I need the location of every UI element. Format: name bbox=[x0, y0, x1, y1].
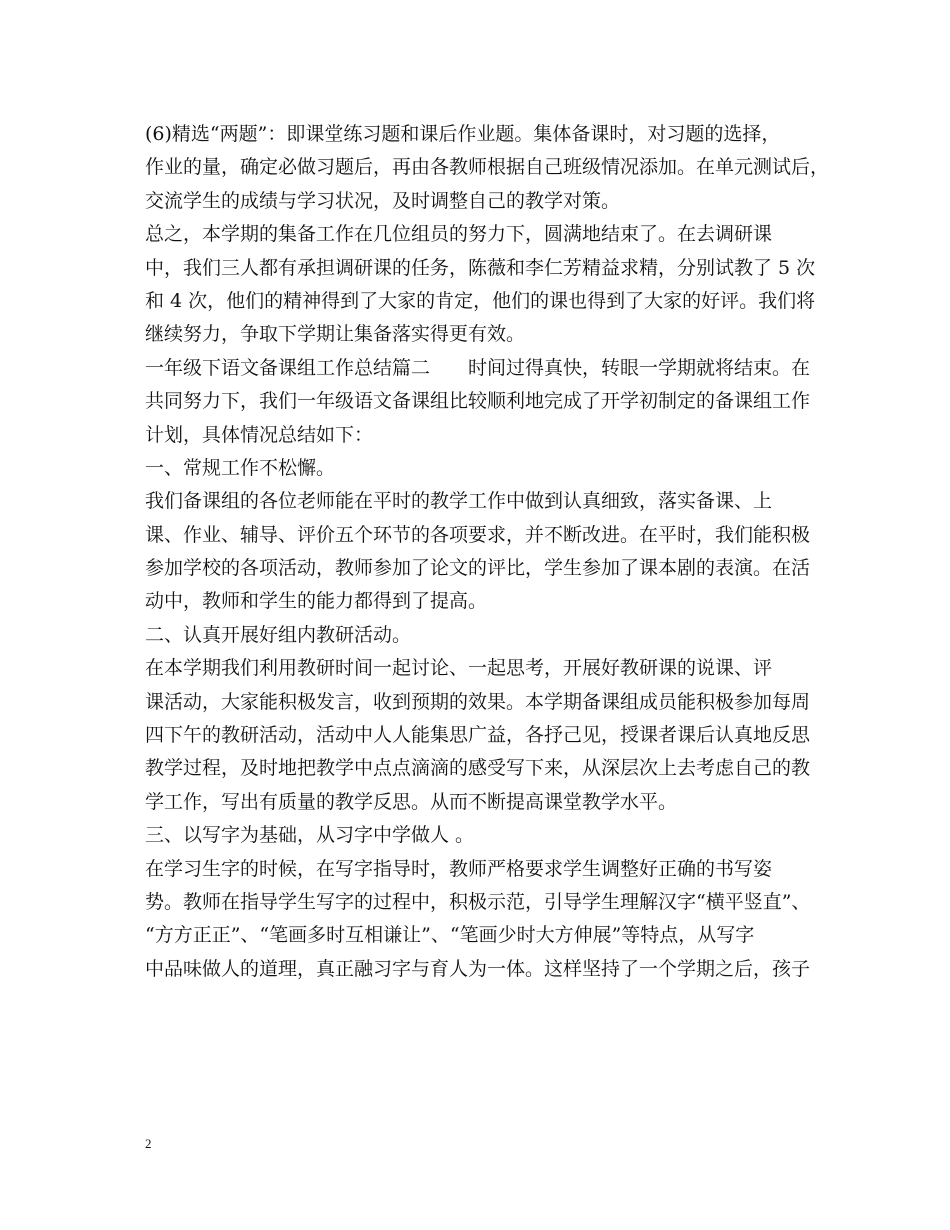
text-line: 学工作，写出有质量的教学反思。从而不断提高课堂教学水平。 bbox=[145, 790, 678, 813]
text-line: 交流学生的成绩与学习状况，及时调整自己的教学对策。 bbox=[145, 189, 621, 212]
heading-line: 一、常规工作不松懈。 bbox=[145, 456, 336, 479]
text-line: 继续努力，争取下学期让集备落实得更有效。 bbox=[145, 323, 526, 346]
text-line: 总之，本学期的集备工作在几位组员的努力下，圆满地结束了。在去调研课 bbox=[145, 223, 773, 246]
text-line: 我们备课组的各位老师能在平时的教学工作中做到认真细致，落实备课、上 bbox=[145, 490, 773, 513]
body-text bbox=[145, 118, 830, 986]
text-line: 动中，教师和学生的能力都得到了提高。 bbox=[145, 590, 488, 613]
text-line: 在学习生字的时候，在写字指导时，教师严格要求学生调整好正确的书写姿 bbox=[145, 857, 773, 880]
text-line: 势。教师在指导学生写字的过程中，积极示范，引导学生理解汉字“横平竖直”、 bbox=[145, 890, 811, 913]
text-line: (6)精选“两题”：即课堂练习题和课后作业题。集体备课时，对习题的选择， bbox=[145, 123, 781, 145]
text-line: 参加学校的各项活动，教师参加了论文的评比，学生参加了课本剧的表演。在活 bbox=[145, 557, 811, 580]
text-line: 课活动，大家能积极发言，收到预期的效果。本学期备课组成员能积极参加每周 bbox=[145, 690, 811, 713]
text-line: 中品味做人的道理，真正融习字与育人为一体。这样坚持了一个学期之后，孩子 bbox=[145, 957, 811, 980]
text-line: 计划，具体情况总结如下： bbox=[145, 423, 374, 446]
heading-line: 三、以写字为基础，从习字中学做人 。 bbox=[145, 824, 475, 847]
page-number: 2 bbox=[145, 1136, 152, 1151]
text-line: 共同努力下，我们一年级语文备课组比较顺利地完成了开学初制定的备课组工作 bbox=[145, 390, 811, 413]
section-title-line: 一年级下语文备课组工作总结篇二 时间过得真快，转眼一学期就将结束。在 bbox=[145, 356, 811, 379]
text-line: 作业的量，确定必做习题后，再由各教师根据自己班级情况添加。在单元测试后， bbox=[145, 156, 830, 179]
text-line: 教学过程，及时地把教学中点点滴滴的感受写下来，从深层次上去考虑自己的教 bbox=[145, 757, 811, 780]
heading-line: 二、认真开展好组内教研活动。 bbox=[145, 623, 412, 646]
text-line: 在本学期我们利用教研时间一起讨论、一起思考，开展好教研课的说课、评 bbox=[145, 657, 773, 680]
text-line: 中，我们三人都有承担调研课的任务，陈薇和李仁芳精益求精，分别试教了 5 次 bbox=[145, 256, 816, 279]
text-line: “方方正正”、“笔画多时互相谦让”、“笔画少时大方伸展”等特点，从写字 bbox=[145, 924, 755, 947]
text-line: 课、作业、辅导、评价五个环节的各项要求，并不断改进。在平时，我们能积极 bbox=[145, 523, 811, 546]
text-line: 四下午的教研活动，活动中人人能集思广益，各抒己见，授课者课后认真地反思 bbox=[145, 724, 811, 747]
text-line: 和 4 次，他们的精神得到了大家的肯定，他们的课也得到了大家的好评。我们将 bbox=[145, 289, 816, 312]
